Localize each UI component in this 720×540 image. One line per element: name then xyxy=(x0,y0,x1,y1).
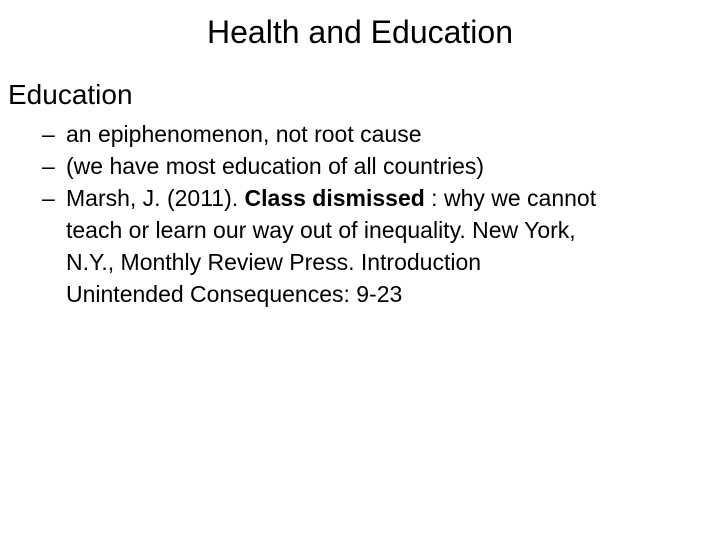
citation-rest: : why we cannot xyxy=(424,185,597,211)
slide-title: Health and Education xyxy=(207,14,513,50)
sub-bullet-text: an epiphenomenon, not root cause xyxy=(66,121,422,147)
citation-book-title: Class dismissed xyxy=(244,185,425,211)
bullet-dash: – xyxy=(42,121,55,147)
sub-bullet-list xyxy=(42,118,718,310)
sub-bullet-citation xyxy=(42,182,718,310)
level1-bullet-education: Education xyxy=(8,79,133,110)
sub-bullet-most-education xyxy=(42,150,718,182)
bullet-dash: – xyxy=(42,153,55,179)
bullet-dash: – xyxy=(42,185,55,211)
citation-line-3: N.Y., Monthly Review Press. Introduction xyxy=(66,249,482,275)
citation-line-2: teach or learn our way out of inequality. New York, xyxy=(66,217,576,243)
citation-line-4: Unintended Consequences: 9-23 xyxy=(66,281,403,307)
sub-bullet-epiphenomenon xyxy=(42,118,718,150)
citation-line-1 xyxy=(66,185,596,211)
sub-bullet-text: (we have most education of all countries) xyxy=(66,153,485,179)
citation-prefix: Marsh, J. (2011). xyxy=(66,185,239,211)
